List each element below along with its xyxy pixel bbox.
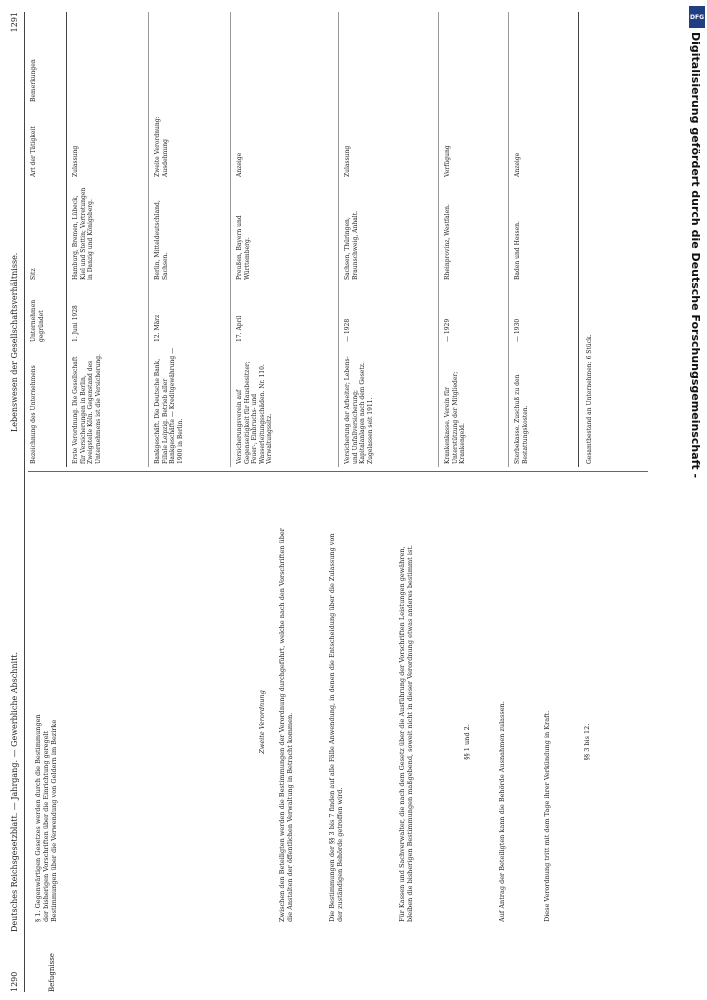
table-cell: Preußen, Bayern und Württemberg.	[236, 215, 251, 280]
paragraph: Diese Verordnung tritt mit dem Tage ihrer Verkündung in Kraft.	[543, 710, 551, 922]
row-rule	[230, 12, 231, 467]
intro-line: § 1. Gegenwärtigen Gesetzes werden durch die Bestimmungen	[34, 714, 42, 922]
table-cell: Bankgeschäft. Die Deutsche Bank, Filiale Leipzig. Betrieb aller Bankgeschäfte — Kreditgewährung — 1900 in Berlin.	[154, 347, 184, 464]
divider	[28, 471, 648, 472]
row-rule	[578, 12, 579, 467]
dfg-banner-text: Digitalisierung gefördert durch die Deutsche Forschungsgemeinschaft -	[689, 32, 702, 479]
table-cell: Hamburg, Bremen, Lübeck, Kiel und Stettin; Vertretungen in Danzig und Königsberg.	[72, 187, 94, 280]
table-cell: Verfügung	[444, 145, 451, 177]
intro-line: der bisherigen Vorschriften über die Einrichtung geregelt	[42, 730, 50, 922]
table-header: Bemerkungen	[30, 59, 37, 102]
table-cell: Zulassung	[72, 145, 79, 177]
table-cell: — 1930	[514, 318, 521, 342]
table-cell: Zweite Verordnung: Ausdehnung	[154, 116, 169, 177]
table-cell: Sterbekasse. Zuschuß zu den Bestattungskosten.	[514, 374, 529, 464]
header-center-title: Lebenswesen der Gesellschaftsverhältnisse.	[10, 252, 19, 432]
header-title: Deutsches Reichsgesetzblatt. — Jahrgang. — Gewerbliche Abschnitt.	[10, 651, 19, 932]
table-cell: Rheinprovinz, Westfalen.	[444, 204, 451, 280]
paragraph: Die Bestimmungen der §§ 3 bis 7 finden auf alle Fälle Anwendung, in denen die Entscheidung über die Zulassung von der zuständigen Behörde getroffen wird.	[328, 533, 344, 922]
page-number-right: 1291	[10, 12, 19, 33]
table-cell: — 1929	[444, 318, 451, 342]
row-rule	[438, 12, 439, 467]
table-cell: — 1928	[344, 318, 351, 342]
row-rule	[338, 12, 339, 467]
section-ref: §§ 1 und 2.	[463, 724, 471, 760]
table-cell: 17. April	[236, 315, 243, 342]
table-cell: Sachsen, Thüringen, Braunschweig, Anhalt.	[344, 210, 359, 280]
table-cell: Versicherung der Arbeiter; Lebens- und Unfallversicherung; Kapitalanlagen nach dem Gesetz. Zugelassen seit 1911.	[344, 356, 374, 464]
heading-second-ordinance: Zweite Verordnung	[258, 690, 266, 754]
rotated-content	[8, 12, 668, 992]
paragraph: Zwischen den Beteiligten werden die Bestimmungen der Verordnung durchgeführt, welche nach den Vorschriften über die Anstalten der öffentlichen Verwaltung in Betracht kommen.	[278, 528, 294, 922]
dfg-logo-badge: DFG	[689, 6, 705, 28]
table-cell: Anzeige	[514, 152, 521, 177]
dfg-banner	[689, 32, 703, 617]
page-number-left: 1290	[10, 971, 19, 992]
row-rule	[508, 12, 509, 467]
table-header: Bezeichnung des Unternehmens	[30, 365, 37, 464]
table-cell: Versicherungsverein auf Gegenseitigkeit für Hausbesitzer; Feuer-, Einbruchs- und Wasserleitungsschäden. Nr. 110. Verwaltungssitz.	[236, 361, 273, 464]
table-cell: Zulassung	[344, 145, 351, 177]
table-cell: Krankenkasse. Verein für Unterstützung der Mitglieder; Krankengeld.	[444, 371, 466, 464]
table-header: Unternehmen gegründet	[30, 299, 45, 342]
intro-block	[34, 542, 58, 922]
table-header: Sitz	[30, 268, 37, 280]
page-header	[10, 12, 24, 992]
table-cell: Baden und Hessen.	[514, 221, 521, 280]
section-ref: §§ 3 bis 12.	[583, 723, 591, 761]
table-cell: Berlin, Mitteldeutschland, Sachsen.	[154, 200, 169, 280]
table-rule	[66, 12, 67, 467]
header-rule	[24, 12, 25, 992]
paragraph: Auf Antrag der Beteiligten kann die Behörde Ausnahmen zulassen.	[498, 701, 506, 922]
table-header: Art der Tätigkeit	[30, 126, 37, 177]
row-rule	[148, 12, 149, 467]
intro-line: Bestimmungen über die Verwendung von Geldern im Bezirke	[50, 719, 58, 922]
table-cell: 1. Juni 1928	[72, 305, 79, 342]
section-label: Befugnisse	[48, 953, 56, 992]
table-cell: Anzeige	[236, 152, 243, 177]
table-footer: Gesamtbestand an Unternehmen: 6 Stück.	[586, 334, 593, 464]
paragraph: Für Kassen und Sachverwalter, die nach dem Gesetz über die Ausführung der Vorschriften Leistungen gewähren, bleiben die bisherigen Bestimmungen maßgebend, soweit nicht in dieser Verordnung etwas anderes bestimmt ist.	[398, 545, 414, 922]
table-cell: 12. März	[154, 314, 161, 342]
table-cell: Erste Verordnung. Die Gesellschaft für Versicherungen in Berlin, Zweigstelle Köln. Gegenstand des Unternehmens ist die Versicherung.	[72, 354, 102, 464]
